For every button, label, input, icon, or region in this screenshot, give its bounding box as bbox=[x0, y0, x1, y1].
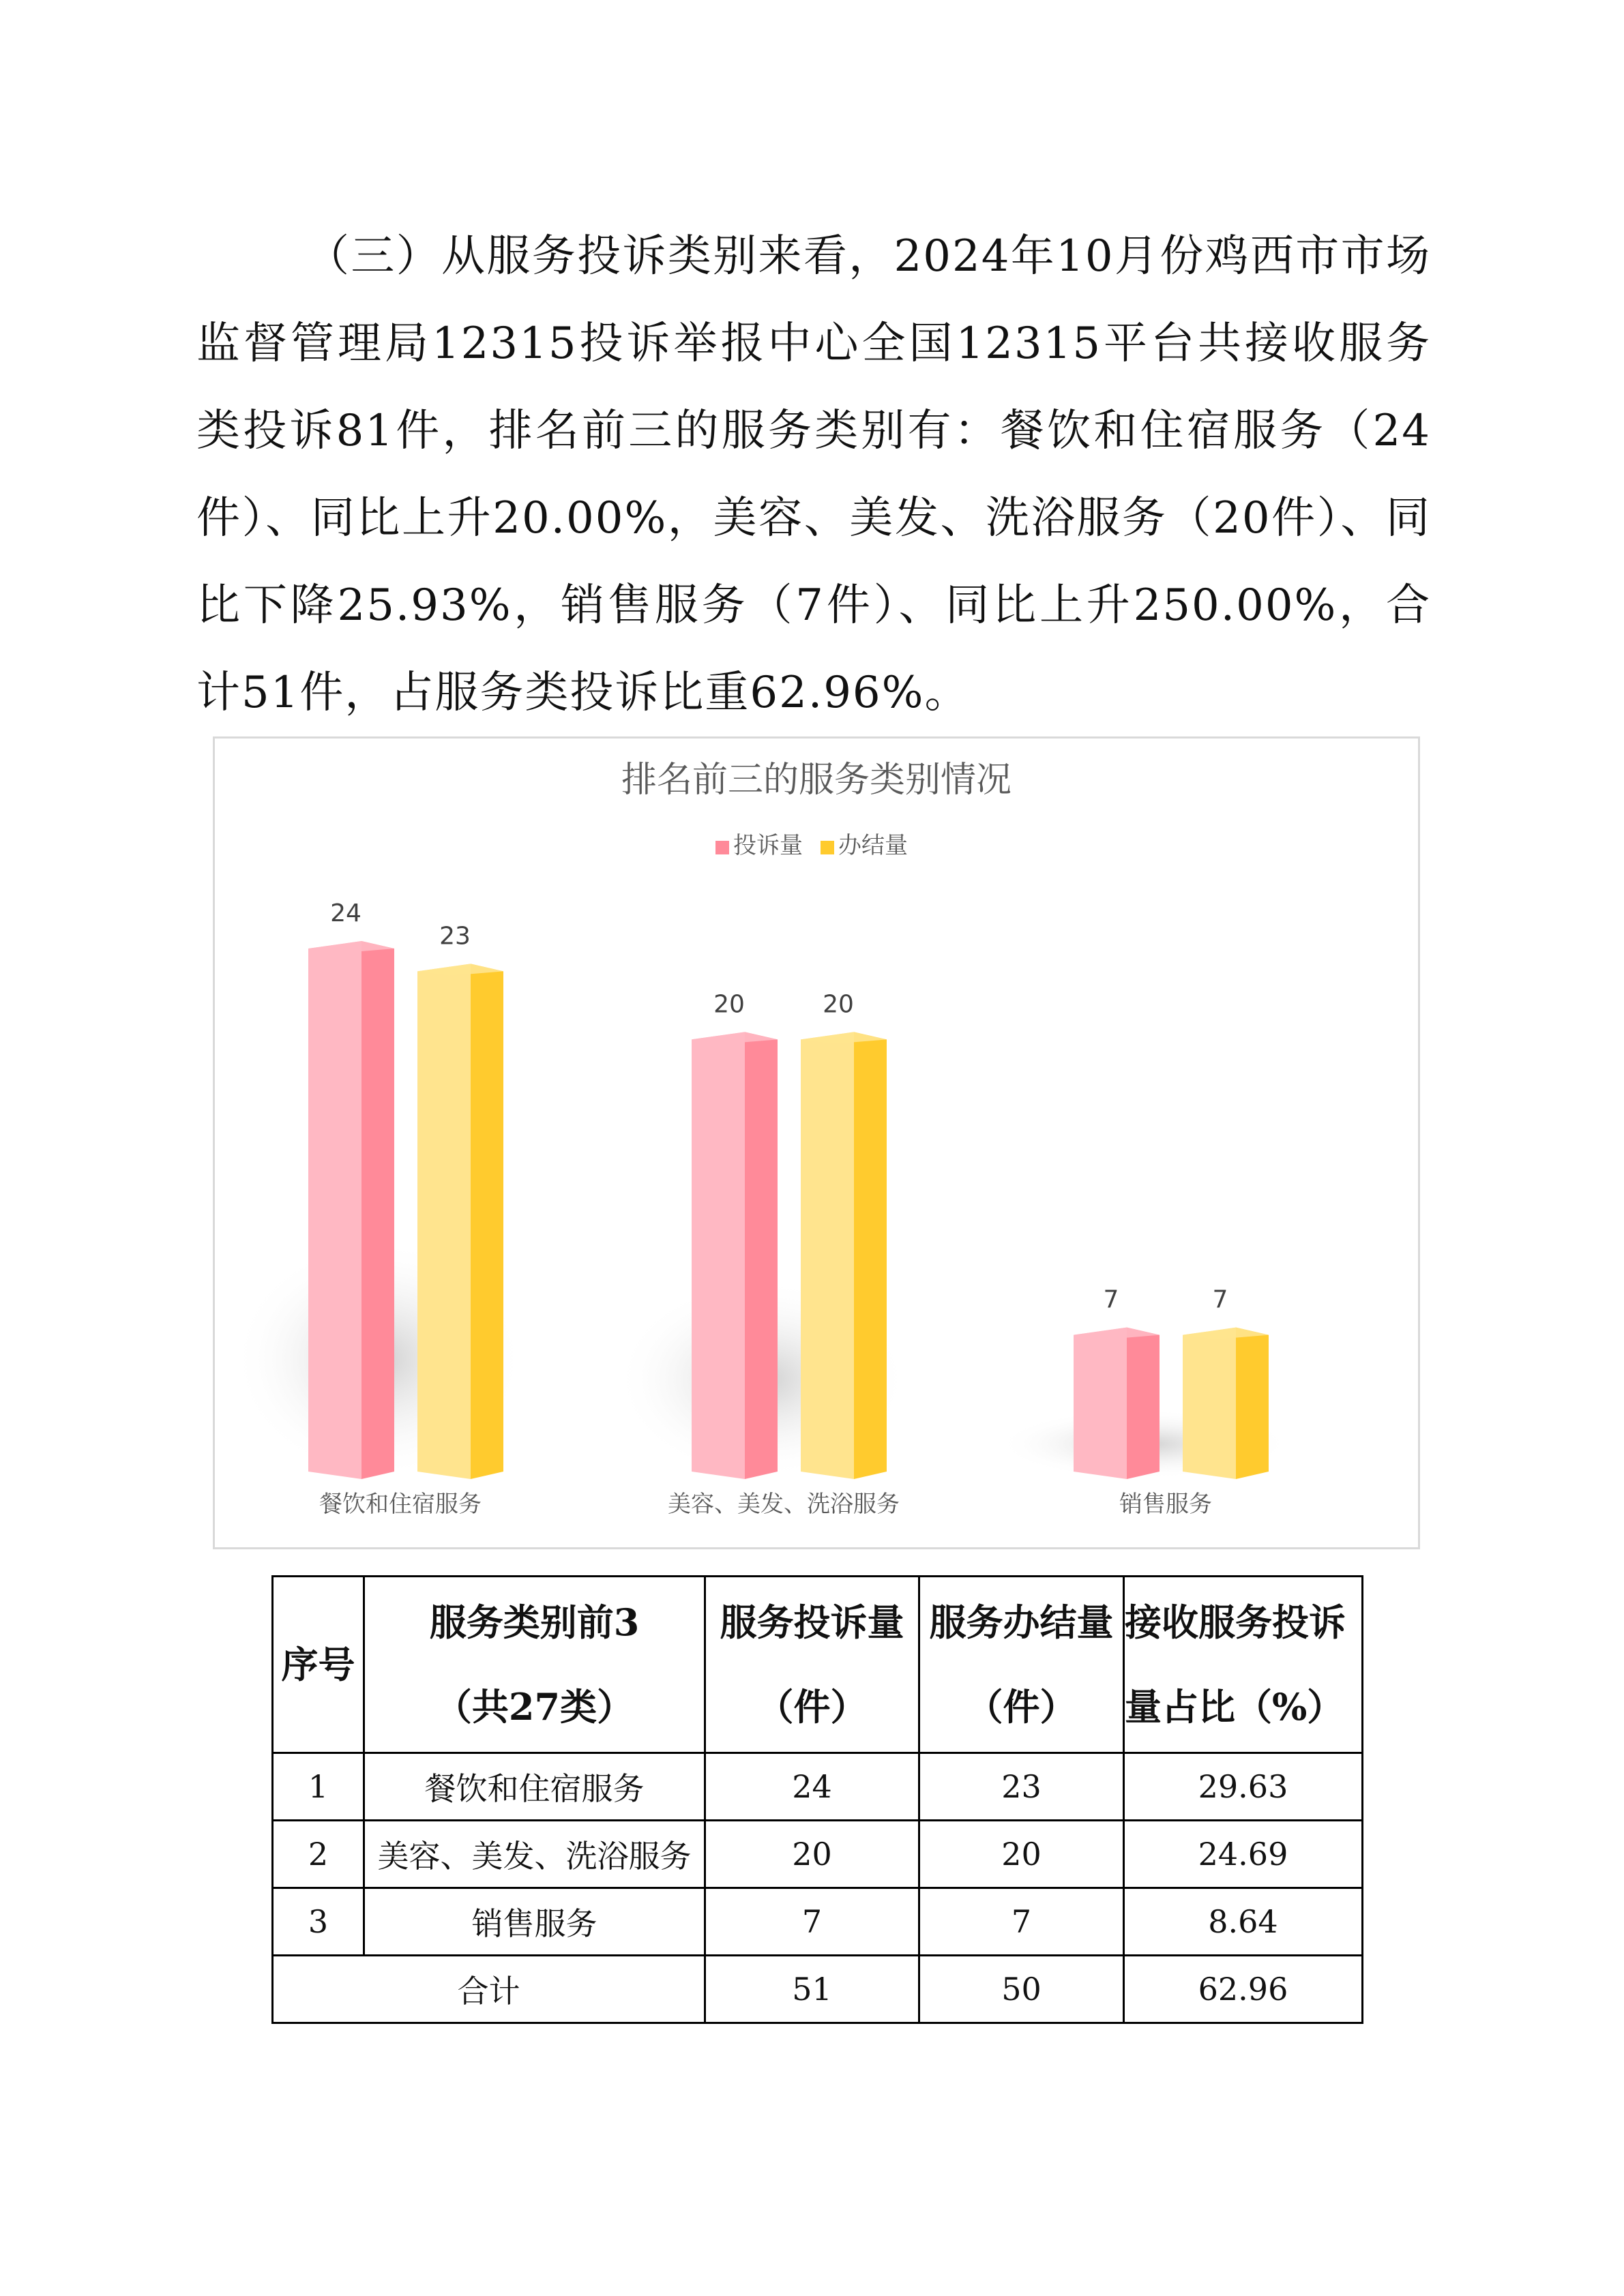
legend-label-complaints: 投诉量 bbox=[733, 832, 803, 859]
header-resolved-line2: （件） bbox=[966, 1685, 1077, 1729]
row-category: 美容、美发、洗浴服务 bbox=[364, 1821, 705, 1888]
bar-chart bbox=[213, 736, 1420, 1549]
legend-swatch-complaints bbox=[715, 841, 729, 854]
bar-front-face bbox=[801, 1032, 854, 1479]
bar-complaints-2 bbox=[692, 1032, 778, 1479]
row-resolved: 23 bbox=[919, 1753, 1124, 1821]
legend-label-resolved: 办结量 bbox=[838, 832, 908, 859]
bar-complaints-1 bbox=[308, 941, 394, 1479]
header-category-line2: （共27类） bbox=[434, 1685, 634, 1729]
intro-paragraph: （三）从服务投诉类别来看，2024年10月份鸡西市市场监督管理局12315投诉举报中心全国12315平台共接收服务类投诉81件，排名前三的服务类别有：餐饮和住宿服务（24件）、同比上升20.00%，美容、美发、洗浴服务（20件）、同比下降25.93%，销售服务（7件）、同比上升250.00%，合计51件，占服务类投诉比重62.96%。 bbox=[196, 231, 1431, 718]
header-complaints bbox=[705, 1577, 919, 1753]
row-ratio: 24.69 bbox=[1124, 1821, 1363, 1888]
bar-side-face bbox=[471, 964, 503, 1479]
table-total-row bbox=[273, 1956, 1363, 2023]
bar-chart-svg bbox=[215, 739, 1418, 1547]
row-index: 1 bbox=[273, 1753, 364, 1821]
header-resolved-line1: 服务办结量 bbox=[929, 1600, 1114, 1644]
data-label-complaints-2: 20 bbox=[713, 990, 745, 1019]
row-ratio: 8.64 bbox=[1124, 1888, 1363, 1956]
header-complaints-line1: 服务投诉量 bbox=[720, 1600, 904, 1644]
bar-front-face bbox=[1183, 1328, 1236, 1479]
header-index: 序号 bbox=[273, 1577, 364, 1753]
header-category-line1: 服务类别前3 bbox=[429, 1600, 640, 1644]
bar-side-face bbox=[1127, 1328, 1160, 1479]
bar-front-face bbox=[308, 941, 361, 1479]
bar-side-face bbox=[1236, 1328, 1269, 1479]
table-row bbox=[273, 1753, 1363, 1821]
category-label-1: 餐饮和住宿服务 bbox=[319, 1491, 482, 1518]
row-complaints: 7 bbox=[705, 1888, 919, 1956]
bar-resolved-1 bbox=[417, 964, 503, 1479]
total-label: 合计 bbox=[273, 1956, 705, 2023]
legend-swatch-resolved bbox=[821, 841, 834, 854]
bar-complaints-3 bbox=[1074, 1328, 1160, 1479]
header-ratio-line2: 量占比（%） bbox=[1125, 1685, 1344, 1729]
row-resolved: 7 bbox=[919, 1888, 1124, 1956]
row-index: 2 bbox=[273, 1821, 364, 1888]
bar-front-face bbox=[1074, 1328, 1127, 1479]
data-label-resolved-2: 20 bbox=[823, 990, 854, 1019]
header-ratio bbox=[1124, 1577, 1363, 1753]
row-index: 3 bbox=[273, 1888, 364, 1956]
total-complaints: 51 bbox=[705, 1956, 919, 2023]
row-category: 销售服务 bbox=[364, 1888, 705, 1956]
header-resolved bbox=[919, 1577, 1124, 1753]
row-category: 餐饮和住宿服务 bbox=[364, 1753, 705, 1821]
chart-title: 排名前三的服务类别情况 bbox=[621, 760, 1012, 801]
table-row bbox=[273, 1821, 1363, 1888]
row-resolved: 20 bbox=[919, 1821, 1124, 1888]
data-label-resolved-3: 7 bbox=[1212, 1285, 1228, 1314]
bar-resolved-3 bbox=[1183, 1328, 1269, 1479]
row-complaints: 24 bbox=[705, 1753, 919, 1821]
bar-side-face bbox=[745, 1032, 778, 1479]
summary-table bbox=[271, 1575, 1363, 2024]
header-complaints-line2: （件） bbox=[756, 1685, 868, 1729]
header-ratio-line1: 接收服务投诉 bbox=[1125, 1600, 1346, 1644]
row-complaints: 20 bbox=[705, 1821, 919, 1888]
table-row bbox=[273, 1888, 1363, 1956]
bar-front-face bbox=[692, 1032, 745, 1479]
bar-resolved-2 bbox=[801, 1032, 887, 1479]
total-resolved: 50 bbox=[919, 1956, 1124, 2023]
table-header-row bbox=[273, 1577, 1363, 1753]
row-ratio: 29.63 bbox=[1124, 1753, 1363, 1821]
total-ratio: 62.96 bbox=[1124, 1956, 1363, 2023]
bar-side-face bbox=[361, 941, 394, 1479]
category-label-3: 销售服务 bbox=[1119, 1491, 1212, 1518]
data-label-complaints-1: 24 bbox=[330, 899, 361, 927]
data-label-complaints-3: 7 bbox=[1103, 1285, 1119, 1314]
bar-side-face bbox=[854, 1032, 887, 1479]
data-label-resolved-1: 23 bbox=[439, 922, 471, 951]
category-label-2: 美容、美发、洗浴服务 bbox=[668, 1491, 900, 1518]
header-category bbox=[364, 1577, 705, 1753]
bar-front-face bbox=[417, 964, 471, 1479]
chart-legend bbox=[715, 832, 908, 859]
